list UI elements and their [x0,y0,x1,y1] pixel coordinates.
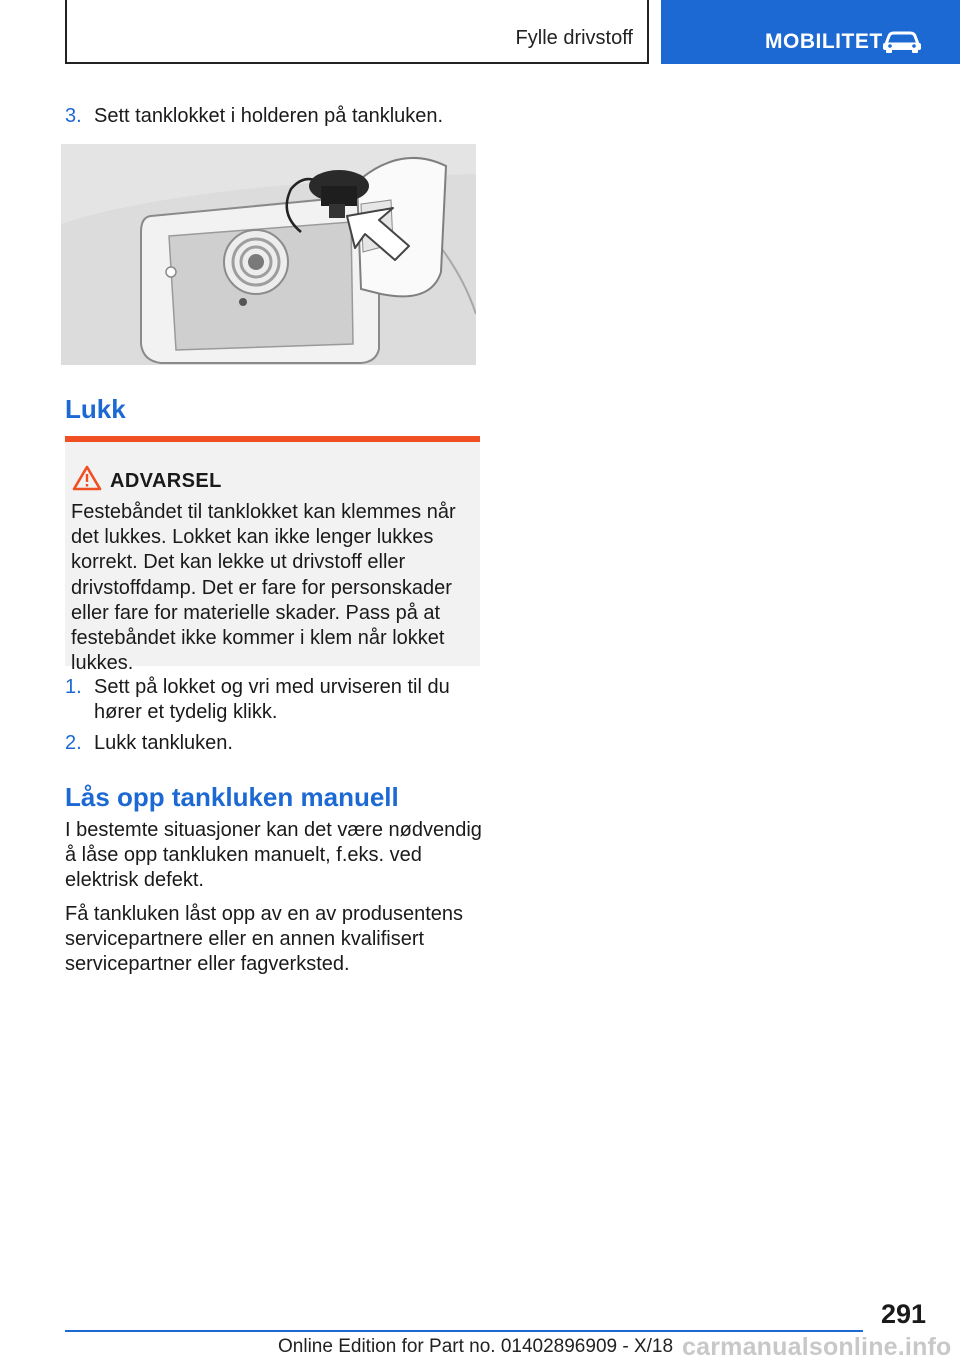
paragraph: Få tankluken låst opp av en av produsentens servicepartnere eller en annen kvalifisert servicepartner eller fagverksted. [65,903,464,975]
step-number: 3. [65,105,82,127]
section-heading-manual-unlock: Lås opp tankluken manuell [65,782,399,812]
section-heading-lukk: Lukk [65,394,126,424]
fuel-filler-cap-illustration [61,144,476,365]
paragraph: I bestemte situasjoner kan det være nødvendig å låse opp tankluken manuelt, f.eks. ved elektrisk defekt. [65,819,482,891]
warning-title: ADVARSEL [110,470,222,492]
footer-divider [65,1330,863,1332]
watermark: carmanualsonline.info [682,1333,952,1361]
page-number: 291 [880,1299,926,1329]
section-title: Fylle drivstoff [515,27,633,49]
chapter-title: MOBILITET [765,30,883,53]
step-text: Lukk tankluken. [94,732,233,754]
chapter-tab [661,0,960,64]
section-header [65,0,649,64]
warning-text: Festebåndet til tanklokket kan klemmes når det lukkes. Lokket kan ikke lenger lukkes korrekt. Det kan lekke ut drivstoff eller drivstoffdamp. Det er fare for personskader eller fare for materielle skader. Pass på at festebåndet ikke kommer i klem når lokket lukkes. [71,501,456,675]
warning-box [65,436,480,675]
step-number: 1. [65,676,82,698]
car-icon [881,28,923,54]
step-text: Sett på lokket og vri med urviseren til du hører et tydelig klikk. [94,676,450,723]
warning-triangle-icon [72,464,102,492]
step-text: Sett tanklokket i holderen på tankluken. [94,105,444,127]
step-number: 2. [65,732,82,754]
edition-text: Online Edition for Part no. 01402896909 - X/18 [278,1336,674,1357]
